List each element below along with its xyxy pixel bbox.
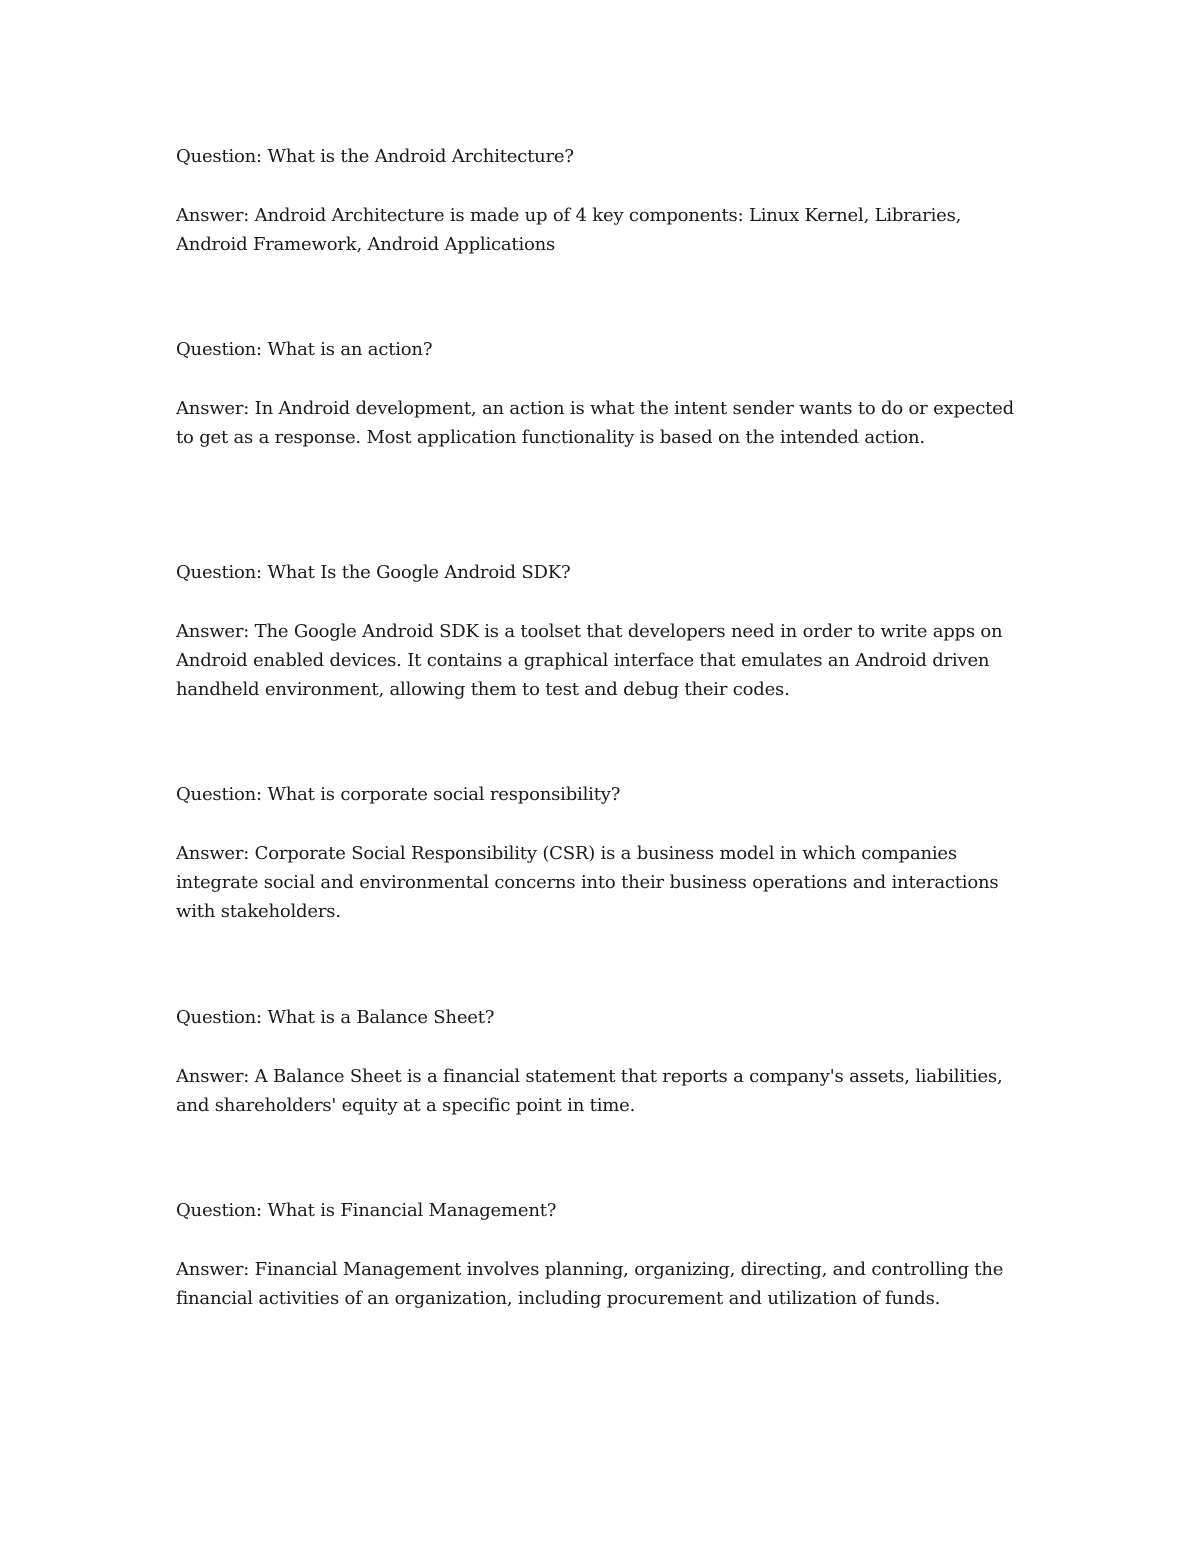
answer-text: Answer: Corporate Social Responsibility (CSR) is a business model in which companies integrate social and environmental concerns into their business operations and interactions with stakeholders.: [176, 843, 999, 922]
answer-text: Answer: The Google Android SDK is a toolset that developers need in order to write apps on Android enabled devices. It contains a graphical interface that emulates an Android driven handheld environment, allowing them to test and debug their codes.: [176, 621, 1003, 700]
answer-text: Answer: A Balance Sheet is a financial statement that reports a company's assets, liabilities, and shareholders' equity at a specific point in time.: [176, 1066, 1003, 1116]
question-text: Question: What is a Balance Sheet?: [176, 1007, 495, 1028]
question-text: Question: What is corporate social responsibility?: [176, 784, 621, 805]
question-text: Question: What is an action?: [176, 339, 433, 360]
qa-block: [176, 558, 1036, 704]
qa-block: [176, 335, 1036, 452]
qa-block: [176, 1003, 1036, 1120]
qa-block: [176, 780, 1036, 926]
qa-block: [176, 142, 1036, 259]
question-text: Question: What Is the Google Android SDK?: [176, 562, 571, 583]
answer-text: Answer: In Android development, an action is what the intent sender wants to do or expected to get as a response. Most application functionality is based on the intended action.: [176, 398, 1014, 448]
answer-text: Answer: Financial Management involves planning, organizing, directing, and controlling the financial activities of an organization, including procurement and utilization of funds.: [176, 1259, 1004, 1309]
qa-block: [176, 1196, 1036, 1313]
question-text: Question: What is the Android Architecture?: [176, 146, 574, 167]
answer-text: Answer: Android Architecture is made up of 4 key components: Linux Kernel, Libraries, Android Framework, Android Applications: [176, 205, 962, 255]
question-text: Question: What is Financial Management?: [176, 1200, 557, 1221]
